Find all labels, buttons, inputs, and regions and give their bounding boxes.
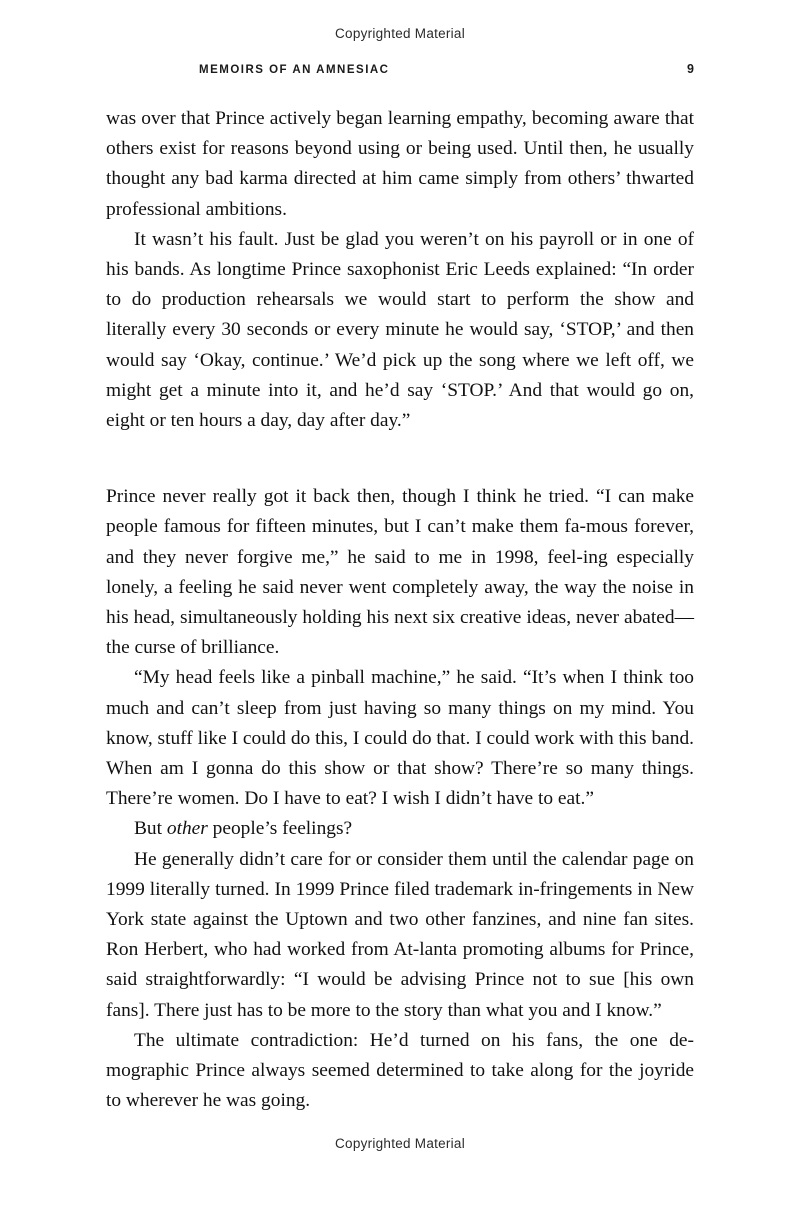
paragraph: Prince never really got it back then, though I think he tried. “I can make people famous for fifteen minutes, but I can’t make them fa-mous forever, and they never forgive me,” he said to me in 1998, feel-ing especially lonely, a feeling he said never went completely away, the way the noise in his head, simultaneously holding his next six creative ideas, never abated—the curse of brilliance.	[106, 486, 694, 659]
watermark-bottom: Copyrighted Material	[335, 1136, 465, 1151]
paragraph-text-after: people’s feelings?	[207, 818, 353, 840]
paragraph: It wasn’t his fault. Just be glad you weren’t on his payroll or in one of his bands. As longtime Prince saxophonist Eric Leeds explained: “In order to do production rehearsals we would start to perform the show and literally every 30 seconds or every minute he would say, ‘STOP,’ and then would say ‘Okay, continue.’ We’d pick up the song where we left off, we might get a minute into it, and he’d say ‘STOP.’ And that would go on, eight or ten hours a day, day after day.”	[106, 228, 694, 432]
paragraph-with-italic	[106, 814, 694, 844]
section-break	[106, 436, 694, 482]
paragraph: He generally didn’t care for or consider them until the calendar page on 1999 literally turned. In 1999 Prince filed trademark in-fringements in New York state against the Uptown and two other fanzines, and nine fan sites. Ron Herbert, who had worked from At-lanta promoting albums for Prince, said straightforwardly: “I would be advising Prince not to sue [his own fans]. There just has to be more to the story than what you and I know.”	[106, 848, 694, 1021]
paragraph: The ultimate contradiction: He’d turned on his fans, the one de-mographic Prince always seemed determined to take along for the joyride to wherever he was going.	[106, 1029, 694, 1112]
paragraph-text-before: But	[134, 818, 167, 840]
running-head	[106, 62, 694, 76]
body-text	[106, 104, 694, 1117]
page-number: 9	[687, 62, 694, 76]
paragraph: was over that Prince actively began learning empathy, becoming aware that others exist for reasons beyond using or being used. Until then, he usually thought any bad karma directed at him came simply from others’ thwarted professional ambitions.	[106, 108, 694, 220]
paragraph: “My head feels like a pinball machine,” he said. “It’s when I think too much and can’t sleep from just having so many things on my mind. You know, stuff like I could do this, I could do that. I could work with this band. When am I gonna do this show or that show? There’re so many things. There’re women. Do I have to eat? I wish I didn’t have to eat.”	[106, 667, 694, 810]
watermark-top: Copyrighted Material	[335, 26, 465, 41]
italic-emphasis: other	[166, 818, 208, 840]
running-head-title: MEMOIRS OF AN AMNESIAC	[199, 64, 390, 76]
